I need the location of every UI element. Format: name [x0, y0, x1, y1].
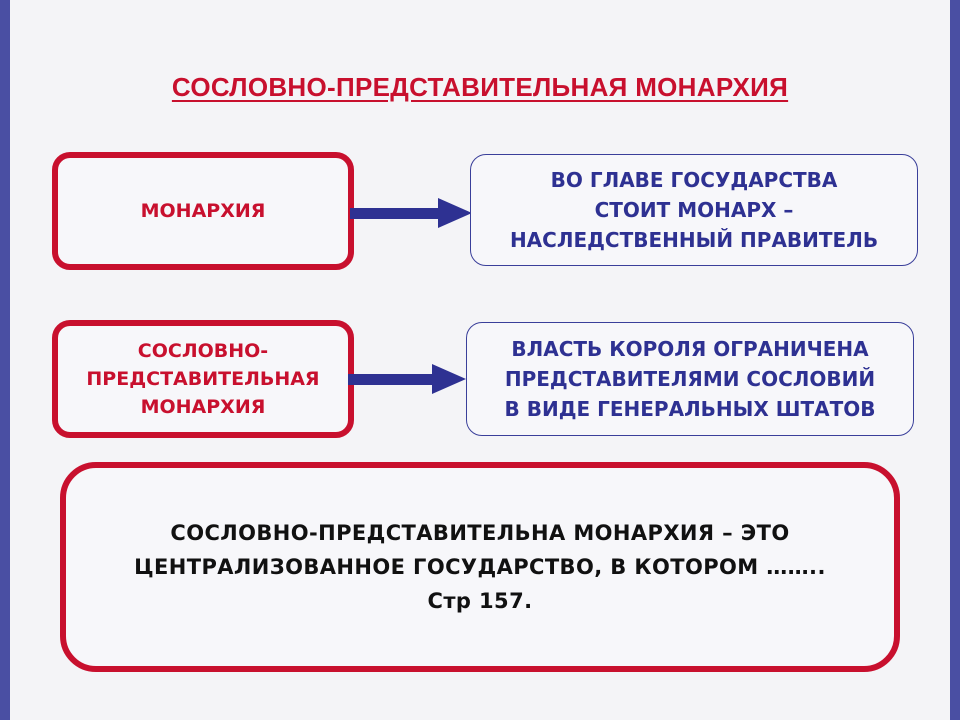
definition-box-monarchy: [470, 154, 918, 266]
arrow-shaft: [350, 208, 440, 219]
definition-box-estate-monarchy: [466, 322, 914, 436]
arrow-head: [432, 364, 466, 394]
arrow-head: [438, 198, 472, 228]
slide-frame-left: [0, 0, 10, 720]
definition-text-monarchy: ВО ГЛАВЕ ГОСУДАРСТВА СТОИТ МОНАРХ – НАСЛЕДСТВЕННЫЙ ПРАВИТЕЛЬ: [509, 168, 879, 252]
slide-title: СОСЛОВНО-ПРЕДСТАВИТЕЛЬНАЯ МОНАРХИЯ: [171, 72, 789, 102]
term-box-monarchy: [52, 152, 354, 270]
term-label-monarchy: МОНАРХИЯ: [140, 200, 266, 222]
right-arrow-icon: [348, 362, 472, 396]
definition-text-estate-monarchy: ВЛАСТЬ КОРОЛЯ ОГРАНИЧЕНА ПРЕДСТАВИТЕЛЯМИ СОСЛОВИЙ В ВИДЕ ГЕНЕРАЛЬНЫХ ШТАТОВ: [504, 337, 876, 421]
arrow-shaft: [348, 374, 434, 385]
task-box: [60, 462, 900, 672]
term-label-estate-monarchy: СОСЛОВНО- ПРЕДСТАВИТЕЛЬНАЯ МОНАРХИЯ: [86, 340, 320, 418]
term-box-estate-monarchy: [52, 320, 354, 438]
task-text: СОСЛОВНО-ПРЕДСТАВИТЕЛЬНА МОНАРХИЯ – ЭТО ЦЕНТРАЛИЗОВАННОЕ ГОСУДАРСТВО, В КОТОРОМ …….. Стр 157.: [134, 521, 826, 613]
right-arrow-icon: [350, 196, 474, 230]
slide-frame-right: [950, 0, 960, 720]
